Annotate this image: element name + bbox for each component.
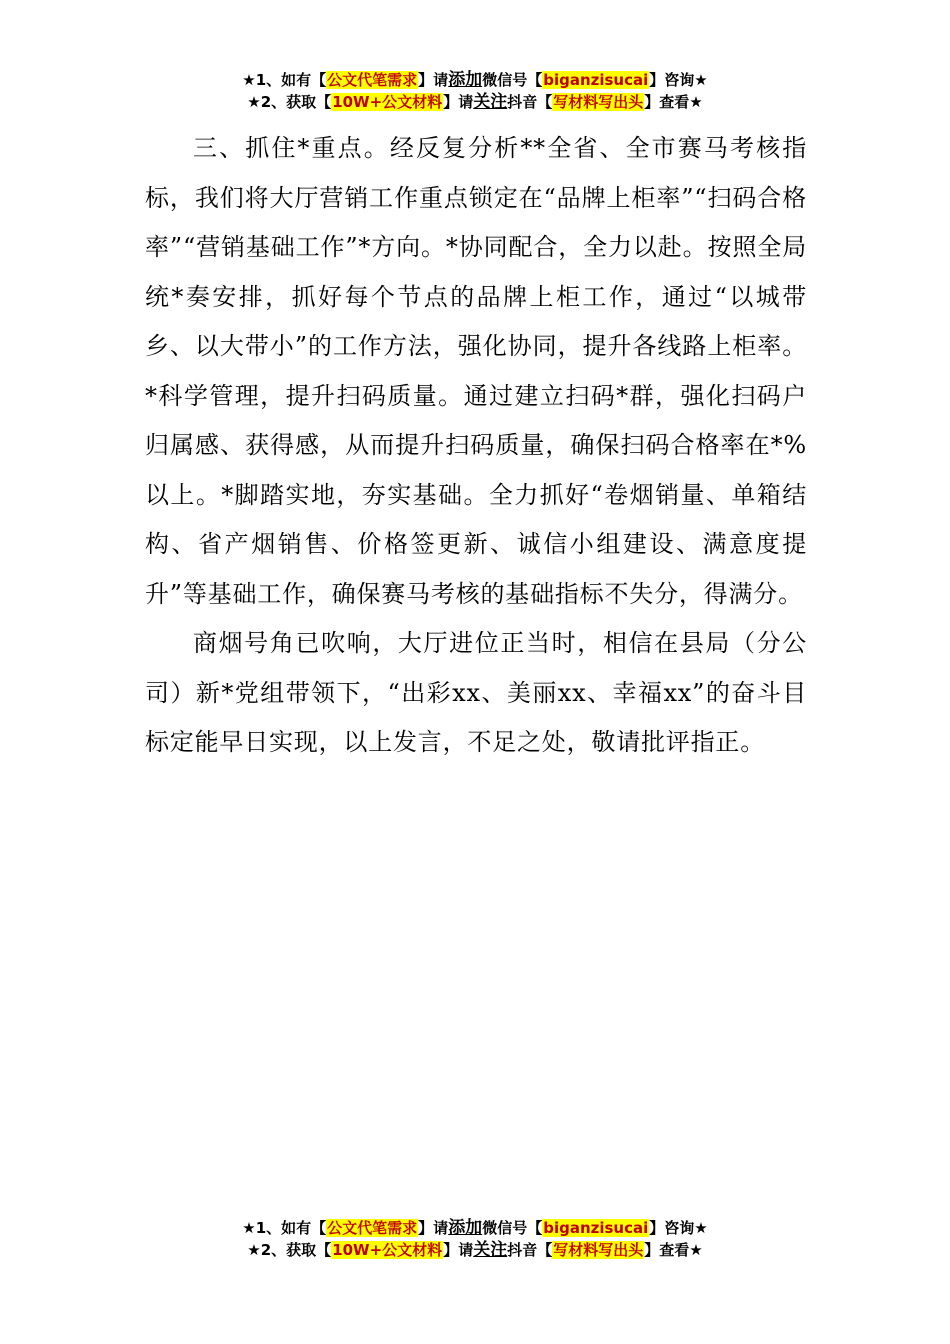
highlight-wechat-id: biganzisucai: [543, 1219, 649, 1237]
highlight-materials: 10W+公文材料: [332, 1241, 443, 1259]
paragraph: 三、抓住*重点。经反复分析**全省、全市赛马考核指标，我们将大厅营销工作重点锁定在“品牌上柜率”“扫码合格率”“营销基础工作”*方向。*协同配合，全力以赴。按照全局统*奏安排，抓好每个节点的品牌上柜工作，通过“以城带乡、以大带小”的工作方法，强化协同，提升各线路上柜率。*科学管理，提升扫码质量。通过建立扫码*群，强化扫码户归属感、获得感，从而提升扫码质量，确保扫码合格率在*%以上。*脚踏实地，夯实基础。全力抓好“卷烟销量、单箱结构、省产烟销售、价格签更新、诚信小组建设、满意度提升”等基础工作，确保赛马考核的基础指标不失分，得满分。: [145, 134, 807, 608]
highlight-wechat-id: biganzisucai: [543, 71, 649, 89]
footer-banner: [0, 1217, 950, 1261]
banner-line-1: ★1、如有【公文代笔需求】请添加微信号【biganzisucai】咨询★: [242, 1218, 708, 1238]
banner-line-1: ★1、如有【公文代笔需求】请添加微信号【biganzisucai】咨询★: [242, 70, 708, 90]
highlight-materials: 10W+公文材料: [332, 93, 443, 111]
paragraph: 商烟号角已吹响，大厅进位正当时，相信在县局（分公司）新*党组带领下，“出彩xx、美丽xx、幸福xx”的奋斗目标定能早日实现，以上发言，不足之处，敬请批评指正。: [145, 629, 807, 756]
highlight-service: 公文代笔需求: [327, 71, 418, 89]
highlight-service: 公文代笔需求: [327, 1219, 418, 1237]
header-banner: [0, 69, 950, 113]
banner-line-2: ★2、获取【10W+公文材料】请关注抖音【写材料写出头】查看★: [247, 1240, 703, 1260]
highlight-account: 写材料写出头: [553, 93, 644, 111]
document-body: [145, 124, 807, 768]
highlight-account: 写材料写出头: [553, 1241, 644, 1259]
banner-line-2: ★2、获取【10W+公文材料】请关注抖音【写材料写出头】查看★: [247, 92, 703, 112]
